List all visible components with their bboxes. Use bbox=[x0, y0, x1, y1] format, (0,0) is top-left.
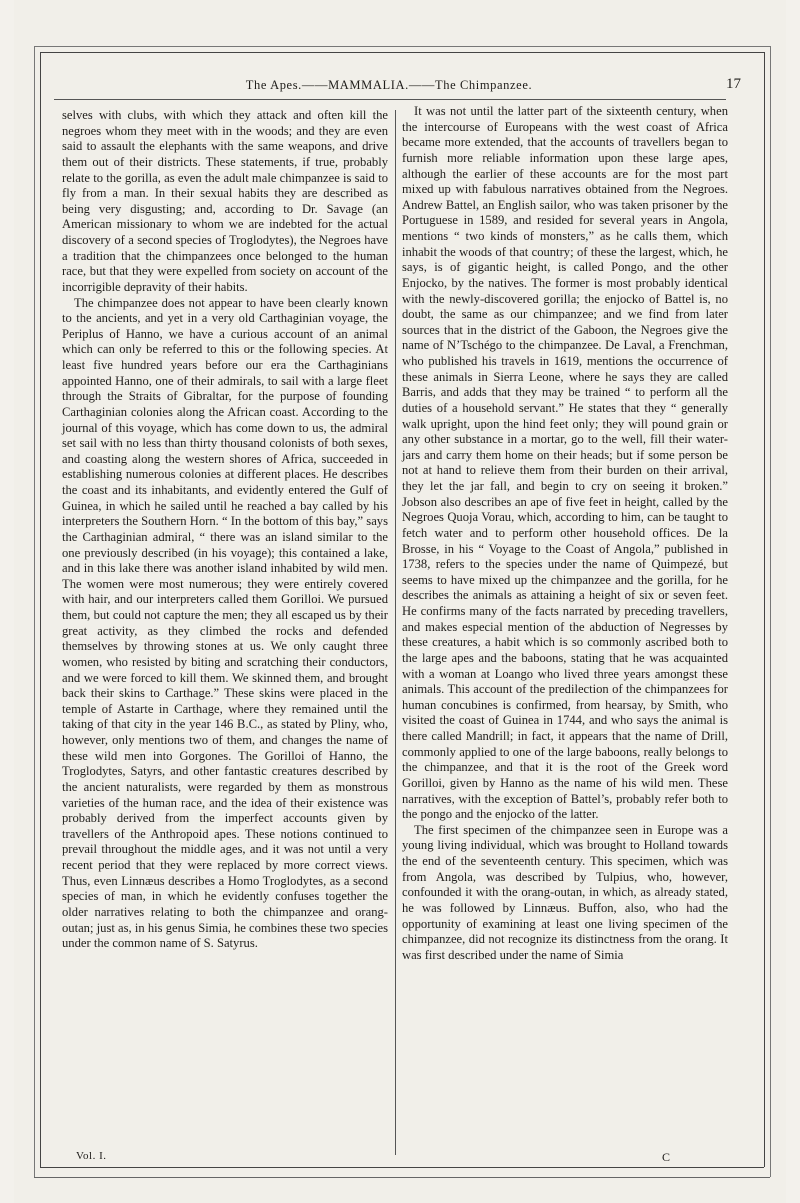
frame-rule bbox=[40, 1167, 764, 1168]
left-column bbox=[62, 108, 388, 952]
page-sheet bbox=[14, 0, 786, 1203]
paragraph: selves with clubs, with which they attack and often kill the negroes whom they meet with in the woods; and they are even said to assault the elephants with the same weapons, and drive them out of their districts. These statements, if true, probably relate to the gorilla, as even the adult male chimpanzee is said to fly from a man. In their sexual habits they are described as being very disgusting; and, according to Dr. Savage (an American missionary to whom we are indebted for the actual discovery of a second species of Troglodytes), the Negroes have a tradition that the chimpanzees once belonged to the human race, but that they were expelled from society on account of the incorrigible depravity of their habits. bbox=[62, 108, 388, 294]
head-rule bbox=[54, 99, 726, 100]
right-column bbox=[402, 104, 728, 963]
frame-rule bbox=[34, 1177, 770, 1178]
frame-rule bbox=[40, 52, 764, 53]
frame-rule bbox=[34, 46, 770, 47]
frame-rule bbox=[764, 52, 765, 1167]
signature-mark: C bbox=[662, 1150, 671, 1164]
frame-rule bbox=[34, 46, 35, 1177]
column-divider bbox=[395, 110, 396, 1155]
volume-signature: Vol. I. bbox=[76, 1150, 107, 1162]
page-number: 17 bbox=[726, 76, 741, 92]
frame-rule bbox=[770, 46, 771, 1177]
paragraph: The chimpanzee does not appear to have been clearly known to the ancients, and yet in a very old Carthaginian voyage, the Periplus of Hanno, we have a curious account of an animal which can only be referred to this or the following species. At least five hundred years before our era the Carthaginians appointed Hanno, one of their admirals, to sail with a large fleet through the Straits of Gibraltar, for the purpose of founding Carthaginian colonies along the African coast. According to the journal of this voyage, which has come down to us, the admiral set sail with no less than thirty thousand colonists of both sexes, and coasting along the western shores of Africa, succeeded in establishing numerous colonies at different places. He describes the coast and its inhabitants, and evidently entered the Gulf of Guinea, in which he sailed until he reached a bay called by his interpreters the Southern Horn. “ In the bottom of this bay,” says the Carthaginian admiral, “ there was an island similar to the one previously described (in his voyage); this contained a lake, and in this lake there was another island inhabited by wild men. The women were most numerous; they were entirely covered with hair, and our interpreters called them Gorilloi. We pursued them, but could not capture the men; they all escaped us by their great activity, as they climbed the rocks and defended themselves by throwing stones at us. We only caught three women, who resisted by biting and scratching their conductors, and we were forced to kill them. We skinned them, and brought back their skins to Carthage.” These skins were placed in the temple of Astarte in Carthage, where they remained until the taking of that city in the year 146 B.C., as stated by Pliny, who, however, only mentions two of them, and changes the name of these wild men into Gorgones. The Gorilloi of Hanno, the Troglodytes, Satyrs, and other fantastic creatures described by the ancient naturalists, were regarded by them as monstrous varieties of the human race, and the idea of their existence was probably derived from the imperfect accounts given by travellers of the Anthropoid apes. These notions continued to prevail throughout the middle ages, and it was not until a very recent period that they were replaced by more correct views. Thus, even Linnæus describes a Homo Troglodytes, as a second species of man, in which he evidently confuses together the older narratives relating to both the chimpanzee and orang-outan; just as, in his genus Simia, he combines these two species under the common name of S. Satyrus. bbox=[62, 295, 388, 951]
paragraph: The first specimen of the chimpanzee seen in Europe was a young living individual, which was brought to Holland towards the end of the seventeenth century. This specimen, which was from Angola, was described by Tulpius, who, however, confounded it with the orang-outan, in which, as already stated, he was followed by Linnæus. Buffon, also, who had the opportunity of examining at least one living specimen of the chimpanzee, did not recognize its distinctness from the orang. It was first described under the name of Simia bbox=[402, 822, 728, 962]
running-head: The Apes.——MAMMALIA.——The Chimpanzee. bbox=[245, 78, 533, 92]
paragraph: It was not until the latter part of the sixteenth century, when the intercourse of Europeans with the west coast of Africa became more extended, that the accounts of travellers began to furnish more reliable information upon these large apes, although the earlier of these accounts are for the most part mixed up with fabulous narratives obtained from the Negroes. Andrew Battel, an English sailor, who was taken prisoner by the Portuguese in 1589, and resided for several years in Angola, mentions “ two kinds of monsters,” as he calls them, which inhabit the woods of that country; of these the largest, which, he says, is of gigantic height, is called Pongo, and the other Enjocko, by the natives. The former is most probably identical with the newly-discovered gorilla; the enjocko of Battel is, no doubt, the same as our chimpanzee; and we find from later sources that in the district of the Gaboon, the Negroes give the name of N’Tschégo to the chimpanzee. De Laval, a Frenchman, who published his travels in 1619, mentions the occurrence of these animals in Sierra Leone, where he says they are called Barris, and adds that they may be trained “ to perform all the duties of a household servant.” He states that they “ generally walk upright, upon the hind feet only; they will pound grain or any other substance in a mortar, go to the well, fill their water-jars and carry them home on their heads; but if some person be not at hand to relieve them from their burden on their arrival, they let the jar fall, and begin to cry on seeing it broken.” Jobson also describes an ape of five feet in height, called by the Negroes Quoja Vorau, which, according to him, can be taught to fetch water and to perform other household offices. De la Brosse, in his “ Voyage to the Coast of Angola,” published in 1738, refers to the species under the name of Quimpezé, but seems to have mixed up the chimpanzee and the gorilla, for he describes the animals as attaining a height of six or seven feet. He confirms many of the facts narrated by preceding travellers, and makes especial mention of the abduction of Negresses by these creatures, a habit which is so commonly ascribed both to the large apes and the baboons, stating that he was acquainted with a woman at Loango who lived three years amongst these animals. This account of the predilection of the chimpanzees for human concubines is confirmed, from hearsay, by Smith, who visited the coast of Guinea in 1744, and who says the animal is there called Mandrill; in fact, it appears that the name of Drill, commonly applied to one of the large baboons, really belongs to the chimpanzee, and that it is the root of the Greek word Gorilloi, given by Hanno as the name of his wild men. These narratives, with the exception of Battel’s, probably refer both to the pongo and the enjocko of the latter. bbox=[402, 104, 728, 822]
frame-rule bbox=[40, 52, 41, 1167]
